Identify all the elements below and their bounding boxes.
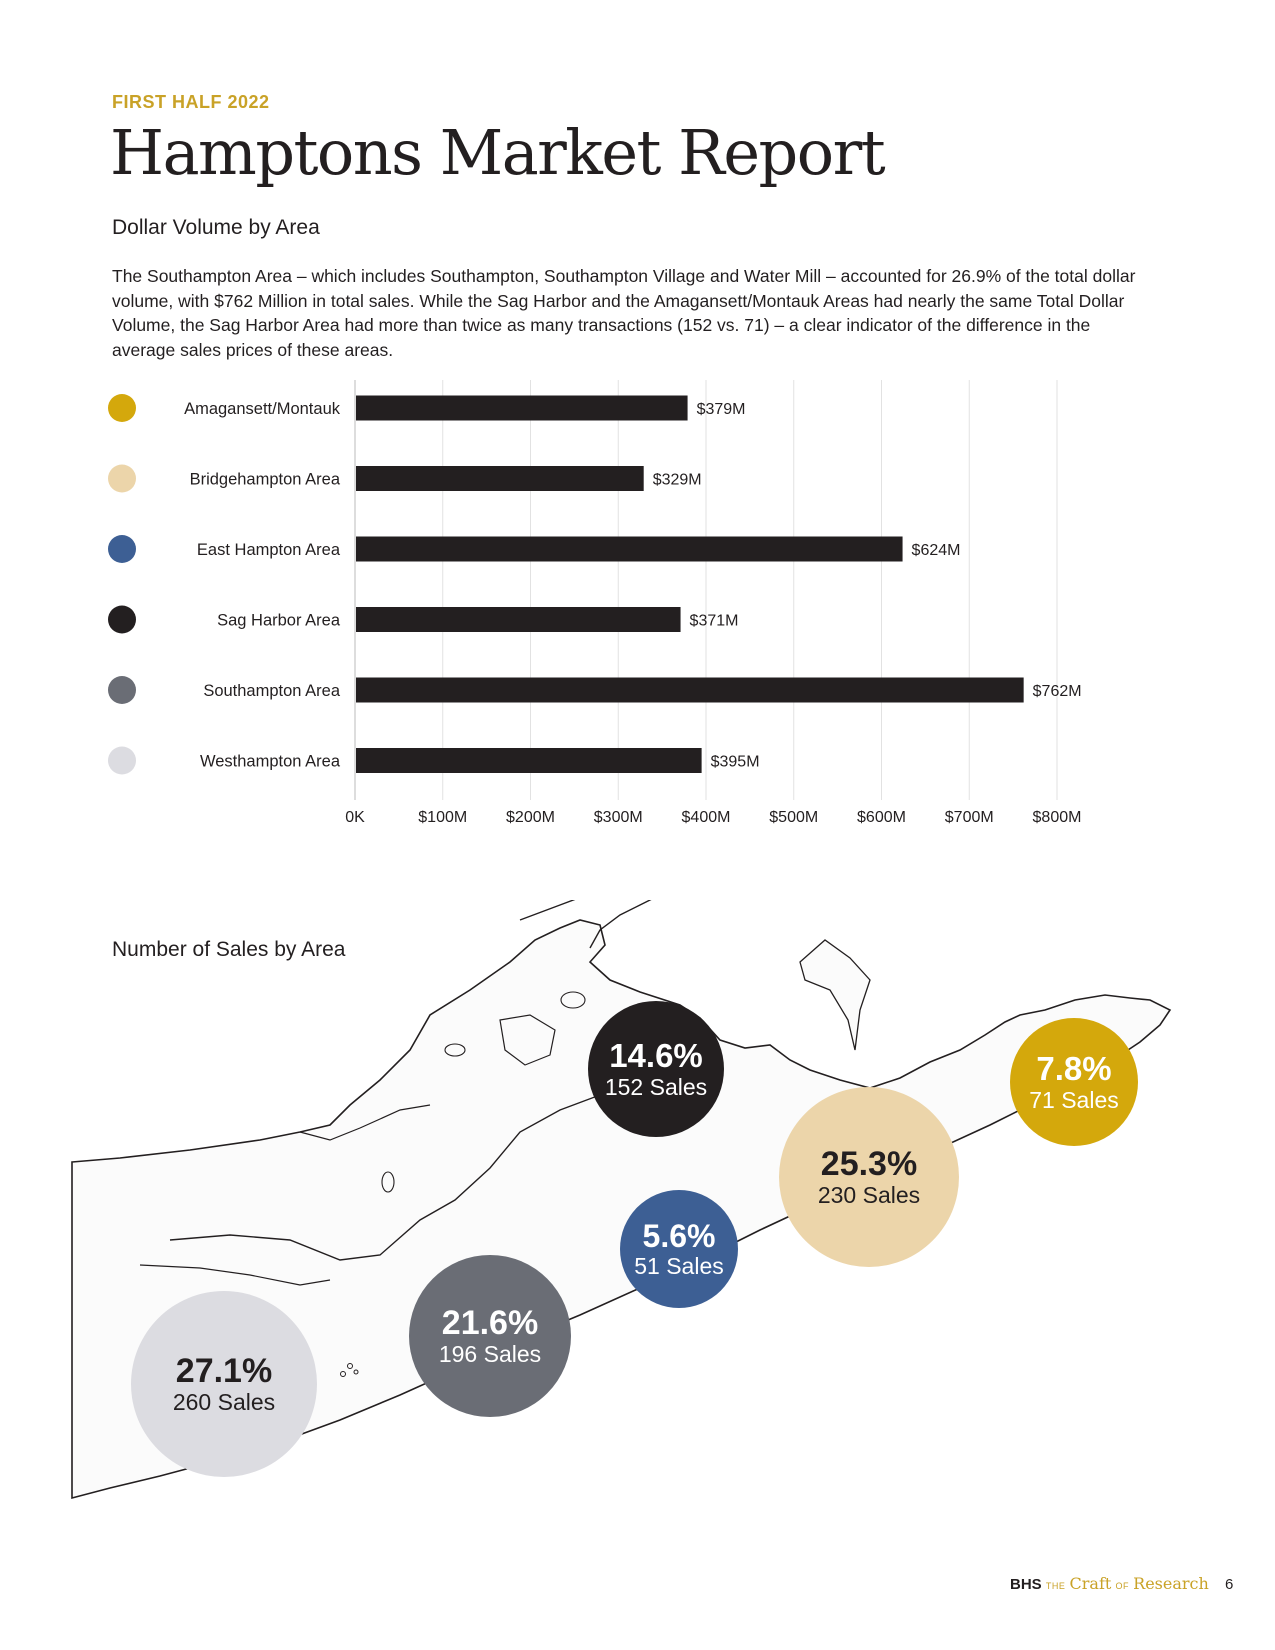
bar bbox=[356, 466, 644, 491]
bar-value-label: $371M bbox=[689, 612, 739, 630]
x-tick-label: $700M bbox=[944, 809, 994, 826]
bubble-percent: 25.3% bbox=[820, 1144, 918, 1183]
bubble-percent: 7.8% bbox=[1036, 1050, 1112, 1088]
bar-value-label: $395M bbox=[710, 753, 760, 771]
x-tick-label: 0K bbox=[345, 809, 365, 826]
bubble-sales-count: 152 Sales bbox=[604, 1073, 708, 1100]
legend-dot bbox=[108, 465, 136, 493]
report-period: FIRST HALF 2022 bbox=[112, 92, 270, 112]
bubble-sales-count: 196 Sales bbox=[438, 1341, 542, 1368]
dollar-volume-bar-chart bbox=[0, 380, 1275, 850]
x-tick-label: $400M bbox=[681, 809, 731, 826]
sales-bubble bbox=[620, 1190, 738, 1308]
section-heading-dollar-volume: Dollar Volume by Area bbox=[112, 216, 320, 239]
bubble-sales-count: 230 Sales bbox=[817, 1182, 921, 1209]
bar bbox=[356, 396, 688, 421]
x-tick-label: $100M bbox=[418, 809, 468, 826]
page-title: Hamptons Market Report bbox=[110, 116, 885, 189]
bar bbox=[356, 537, 903, 562]
footer bbox=[1010, 1574, 1233, 1593]
legend-dot bbox=[108, 394, 136, 422]
bubble-percent: 27.1% bbox=[175, 1351, 273, 1390]
footer-of: OF bbox=[1115, 1581, 1129, 1591]
category-label: Southampton Area bbox=[203, 682, 340, 700]
category-label: Sag Harbor Area bbox=[217, 611, 340, 630]
legend-dot bbox=[108, 535, 136, 563]
legend-dot bbox=[108, 606, 136, 634]
bar-value-label: $624M bbox=[911, 542, 961, 559]
x-tick-label: $500M bbox=[769, 809, 819, 826]
footer-research: Research bbox=[1133, 1574, 1209, 1593]
sales-bubble bbox=[1010, 1018, 1138, 1146]
page-number: 6 bbox=[1224, 1576, 1234, 1593]
sales-bubble bbox=[409, 1255, 571, 1417]
x-tick-label: $600M bbox=[857, 809, 906, 826]
x-tick-label: $200M bbox=[506, 809, 555, 826]
bar-value-label: $329M bbox=[652, 471, 702, 489]
map-small-island bbox=[445, 1044, 465, 1056]
section-heading-number-of-sales: Number of Sales by Area bbox=[112, 938, 346, 961]
map-small-island bbox=[561, 992, 585, 1008]
chart-gridlines bbox=[355, 380, 1057, 800]
sales-bubble bbox=[131, 1291, 317, 1477]
bar-value-label: $379M bbox=[696, 401, 746, 418]
category-label: Westhampton Area bbox=[199, 752, 340, 771]
category-label: East Hampton Area bbox=[196, 541, 340, 559]
sales-bubble bbox=[588, 1001, 724, 1137]
map-small-island bbox=[382, 1172, 394, 1192]
chart-bars bbox=[108, 394, 1082, 775]
x-tick-label: $800M bbox=[1032, 809, 1082, 826]
category-label: Amagansett/Montauk bbox=[184, 400, 340, 418]
bubble-sales-count: 71 Sales bbox=[1029, 1086, 1119, 1113]
footer-the: THE bbox=[1045, 1581, 1066, 1591]
footer-brand: BHS bbox=[1010, 1576, 1042, 1593]
bubble-percent: 5.6% bbox=[642, 1217, 716, 1254]
bar bbox=[356, 678, 1024, 703]
bubble-sales-count: 260 Sales bbox=[172, 1389, 276, 1416]
map-gardiners-island bbox=[800, 940, 870, 1050]
legend-dot bbox=[108, 676, 136, 704]
bubble-sales-count: 51 Sales bbox=[634, 1252, 724, 1279]
chart-x-axis bbox=[345, 809, 1081, 826]
section-body-text: The Southampton Area – which includes Southampton, Southampton Village and Water Mill – accounted for 26.9% of the total dollar volume, with $762 Million in total sales. While the Sag Harbor and the Amagansett/Montauk Areas had nearly the same Total Dollar Volume, the Sag Harbor Area had more than twice as many transactions (152 vs. 71) – a clear indicator of the difference in the average sales prices of these areas. bbox=[112, 266, 1136, 360]
x-tick-label: $300M bbox=[593, 809, 643, 826]
bubble-percent: 21.6% bbox=[441, 1303, 539, 1342]
bar-value-label: $762M bbox=[1032, 683, 1082, 700]
legend-dot bbox=[108, 747, 136, 775]
bar bbox=[356, 607, 681, 632]
footer-craft: Craft bbox=[1069, 1574, 1112, 1593]
bar bbox=[356, 748, 702, 773]
bubble-percent: 14.6% bbox=[609, 1037, 703, 1075]
sales-bubble bbox=[779, 1087, 959, 1267]
category-label: Bridgehampton Area bbox=[189, 470, 340, 489]
